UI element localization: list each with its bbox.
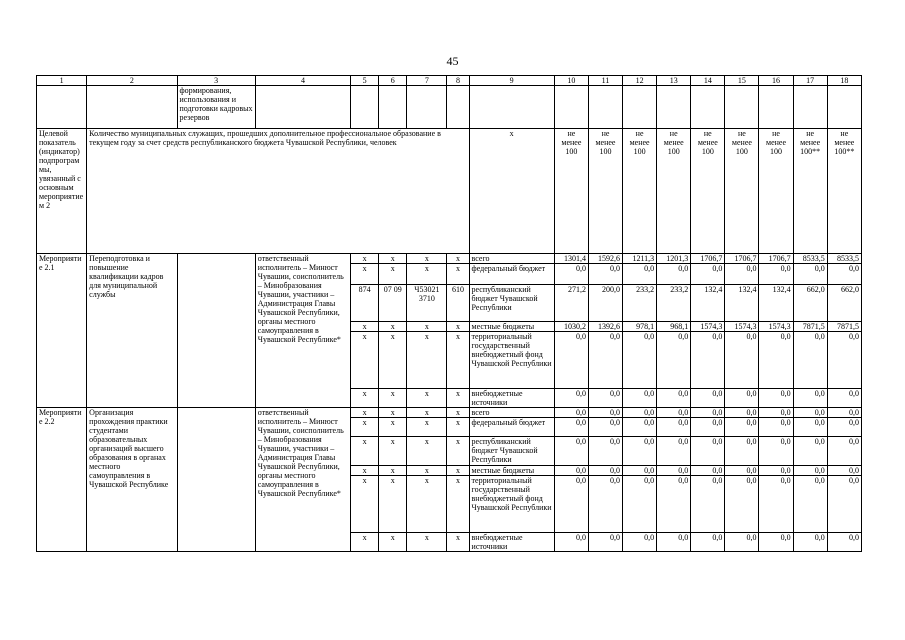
measure-2-2-amount-col-12: 0,0: [623, 533, 657, 552]
measure-2-2-budget-code-c6: x: [379, 476, 407, 533]
measure-2-2-budget-code-c8: x: [447, 418, 469, 437]
measure-2-2-amount-col-12: 0,0: [623, 466, 657, 476]
measure-2-2-amount-col-15: 0,0: [725, 408, 759, 418]
header-col-5: 5: [351, 76, 379, 86]
page-number: 45: [446, 54, 459, 68]
measure-2-2-funding-source: местные бюджеты: [469, 466, 554, 476]
measure-2-1-amount-col-12: 233,2: [623, 285, 657, 322]
measure-2-2-amount-col-11: 0,0: [588, 408, 622, 418]
measure-2-1-label: Мероприятие 2.1: [37, 254, 87, 408]
measure-2-1-budget-code-c5: 874: [351, 285, 379, 322]
measure-2-2-budget-code-c8: x: [447, 466, 469, 476]
measure-2-1-amount-col-12: 0,0: [623, 264, 657, 285]
measure-2-1-amount-col-11: 0,0: [588, 389, 622, 408]
measure-2-2-amount-col-10: 0,0: [554, 466, 588, 476]
target-value-15: не менее 100: [725, 129, 759, 254]
measure-2-2-budget-code-c7: x: [407, 476, 447, 533]
measure-2-1-amount-col-15: 0,0: [725, 389, 759, 408]
measure-2-1-amount-col-13: 233,2: [657, 285, 691, 322]
measure-2-2-budget-code-c6: x: [379, 466, 407, 476]
measure-2-2-amount-col-17: 0,0: [793, 476, 827, 533]
measure-2-2-amount-col-16: 0,0: [759, 533, 793, 552]
measure-2-1-amount-col-14: 0,0: [691, 332, 725, 389]
measure-2-2-amount-col-11: 0,0: [588, 476, 622, 533]
measure-2-2-budget-code-c8: x: [447, 408, 469, 418]
measure-2-1-budget-code-c8: x: [447, 332, 469, 389]
measure-2-2-amount-col-12: 0,0: [623, 476, 657, 533]
measure-2-2-amount-col-18: 0,0: [827, 476, 861, 533]
target-value-14: не менее 100: [691, 129, 725, 254]
measure-2-2-row: [37, 408, 862, 418]
measure-2-1-executors: ответственный исполнитель – Минюст Чувашии, соисполнитель – Минобразования Чувашии, участники – Администрация Главы Чувашской Республики, органы местного самоуправления в Чувашской Республике*: [255, 254, 350, 408]
measure-2-1-amount-col-16: 1574,3: [759, 322, 793, 332]
measure-2-2-budget-code-c6: x: [379, 533, 407, 552]
measure-2-2-amount-col-18: 0,0: [827, 466, 861, 476]
measure-2-1-amount-col-13: 968,1: [657, 322, 691, 332]
measure-2-1-amount-col-11: 1392,6: [588, 322, 622, 332]
measure-2-1-amount-col-13: 0,0: [657, 389, 691, 408]
header-col-3: 3: [177, 76, 255, 86]
measure-2-2-amount-col-14: 0,0: [691, 533, 725, 552]
header-col-16: 16: [759, 76, 793, 86]
measure-2-1-budget-code-c5: x: [351, 322, 379, 332]
measure-2-2-amount-col-16: 0,0: [759, 408, 793, 418]
measure-2-2-amount-col-10: 0,0: [554, 476, 588, 533]
measure-2-2-amount-col-13: 0,0: [657, 418, 691, 437]
measure-2-1-amount-col-14: 132,4: [691, 285, 725, 322]
target-value-13: не менее 100: [657, 129, 691, 254]
measure-2-1-amount-col-17: 0,0: [793, 389, 827, 408]
measure-2-2-budget-code-c8: x: [447, 476, 469, 533]
measure-2-1-amount-col-17: 662,0: [793, 285, 827, 322]
measure-2-2-amount-col-15: 0,0: [725, 418, 759, 437]
measure-2-1-amount-col-10: 1030,2: [554, 322, 588, 332]
measure-2-1-amount-col-10: 1301,4: [554, 254, 588, 264]
measure-2-1-budget-code-c6: 07 09: [379, 285, 407, 322]
measure-2-1-budget-code-c5: x: [351, 264, 379, 285]
measure-2-2-amount-col-14: 0,0: [691, 466, 725, 476]
measure-2-1-amount-col-17: 7871,5: [793, 322, 827, 332]
measure-2-1-amount-col-16: 0,0: [759, 264, 793, 285]
measure-2-1-amount-col-11: 0,0: [588, 264, 622, 285]
measure-2-2-budget-code-c7: x: [407, 437, 447, 466]
measure-2-2-description: Организация прохождения практики студентами образовательных организаций высшего образования в органах местного самоуправления в Чувашской Республике: [87, 408, 177, 552]
measure-2-2-amount-col-14: 0,0: [691, 476, 725, 533]
target-indicator-row: [37, 129, 862, 254]
header-col-2: 2: [87, 76, 177, 86]
measure-2-2-amount-col-18: 0,0: [827, 418, 861, 437]
measure-2-1-budget-code-c8: x: [447, 389, 469, 408]
target-value-17: не менее 100**: [793, 129, 827, 254]
measure-2-1-amount-col-14: 0,0: [691, 389, 725, 408]
header-col-9: 9: [469, 76, 554, 86]
header-col-8: 8: [447, 76, 469, 86]
measure-2-2-amount-col-13: 0,0: [657, 437, 691, 466]
measure-2-2-amount-col-15: 0,0: [725, 466, 759, 476]
program-table: [36, 75, 862, 552]
measure-2-2-budget-code-c6: x: [379, 408, 407, 418]
measure-2-1-amount-col-18: 8533,5: [827, 254, 861, 264]
measure-2-1-amount-col-11: 1592,6: [588, 254, 622, 264]
measure-2-1-budget-code-c8: x: [447, 254, 469, 264]
measure-2-1-amount-col-14: 0,0: [691, 264, 725, 285]
measure-2-1-amount-col-18: 0,0: [827, 389, 861, 408]
measure-2-2-amount-col-10: 0,0: [554, 408, 588, 418]
measure-2-1-budget-code-c7: x: [407, 389, 447, 408]
measure-2-2-amount-col-18: 0,0: [827, 408, 861, 418]
measure-2-1-amount-col-12: 1211,3: [623, 254, 657, 264]
measure-2-1-funding-source: местные бюджеты: [469, 322, 554, 332]
measure-2-1-amount-col-16: 0,0: [759, 332, 793, 389]
measure-2-1-amount-col-16: 132,4: [759, 285, 793, 322]
measure-2-2-budget-code-c5: x: [351, 533, 379, 552]
measure-2-2-amount-col-18: 0,0: [827, 533, 861, 552]
measure-2-2-amount-col-14: 0,0: [691, 408, 725, 418]
measure-2-2-amount-col-16: 0,0: [759, 418, 793, 437]
measure-2-2-funding-source: федеральный бюджет: [469, 418, 554, 437]
measure-2-1-budget-code-c7: x: [407, 254, 447, 264]
header-col-15: 15: [725, 76, 759, 86]
measure-2-2-amount-col-15: 0,0: [725, 533, 759, 552]
header-col-11: 11: [588, 76, 622, 86]
measure-2-1-amount-col-15: 1706,7: [725, 254, 759, 264]
header-col-10: 10: [554, 76, 588, 86]
measure-2-1-budget-code-c6: x: [379, 332, 407, 389]
measure-2-1-amount-col-15: 0,0: [725, 264, 759, 285]
measure-2-2-funding-source: всего: [469, 408, 554, 418]
measure-2-1-budget-code-c7: Ч53021 3710: [407, 285, 447, 322]
measure-2-2-amount-col-12: 0,0: [623, 408, 657, 418]
measure-2-2-budget-code-c6: x: [379, 418, 407, 437]
measure-2-1-funding-source: федеральный бюджет: [469, 264, 554, 285]
measure-2-1-amount-col-12: 0,0: [623, 389, 657, 408]
measure-2-2-budget-code-c6: x: [379, 437, 407, 466]
measure-2-2-amount-col-13: 0,0: [657, 466, 691, 476]
measure-2-1-budget-code-c7: x: [407, 322, 447, 332]
measure-2-2-label: Мероприятие 2.2: [37, 408, 87, 552]
measure-2-2-funding-source: территориальный государственный внебюджетный фонд Чувашской Республики: [469, 476, 554, 533]
measure-2-2-budget-code-c8: x: [447, 533, 469, 552]
measure-2-1-amount-col-14: 1706,7: [691, 254, 725, 264]
continuation-row: [37, 86, 862, 129]
measure-2-1-budget-code-c6: x: [379, 389, 407, 408]
target-value-18: не менее 100**: [827, 129, 861, 254]
measure-2-1-amount-col-16: 0,0: [759, 389, 793, 408]
measure-2-2-amount-col-16: 0,0: [759, 437, 793, 466]
measure-2-1-description: Переподготовка и повышение квалификации кадров для муниципальной службы: [87, 254, 177, 408]
measure-2-1-budget-code-c5: x: [351, 332, 379, 389]
target-value-11: не менее 100: [588, 129, 622, 254]
measure-2-1-amount-col-10: 271,2: [554, 285, 588, 322]
measure-2-2-budget-code-c5: x: [351, 466, 379, 476]
header-col-18: 18: [827, 76, 861, 86]
measure-2-2-amount-col-17: 0,0: [793, 408, 827, 418]
measure-2-1-budget-code-c5: x: [351, 254, 379, 264]
measure-2-1-amount-col-18: 0,0: [827, 332, 861, 389]
measure-2-2-amount-col-16: 0,0: [759, 466, 793, 476]
measure-2-1-amount-col-13: 0,0: [657, 332, 691, 389]
header-row: [37, 76, 862, 86]
measure-2-2-amount-col-12: 0,0: [623, 418, 657, 437]
header-col-1: 1: [37, 76, 87, 86]
measure-2-2-amount-col-17: 0,0: [793, 533, 827, 552]
measure-2-1-funding-source: республиканский бюджет Чувашской Республики: [469, 285, 554, 322]
measure-2-2-amount-col-13: 0,0: [657, 476, 691, 533]
measure-2-1-budget-code-c7: x: [407, 264, 447, 285]
measure-2-2-funding-source: внебюджетные источники: [469, 533, 554, 552]
measure-2-1-budget-code-c8: 610: [447, 285, 469, 322]
header-col-14: 14: [691, 76, 725, 86]
measure-2-1-amount-col-17: 8533,5: [793, 254, 827, 264]
measure-2-1-amount-col-18: 662,0: [827, 285, 861, 322]
measure-2-2-budget-code-c7: x: [407, 533, 447, 552]
measure-2-2-amount-col-17: 0,0: [793, 418, 827, 437]
measure-2-2-amount-col-18: 0,0: [827, 437, 861, 466]
measure-2-2-amount-col-11: 0,0: [588, 437, 622, 466]
target-description: Количество муниципальных служащих, прошедших дополнительное профессиональное образование в текущем году за счет средств республиканского бюджета Чувашской Республики, человек: [87, 129, 469, 254]
header-col-7: 7: [407, 76, 447, 86]
measure-2-1-budget-code-c8: x: [447, 264, 469, 285]
target-value-12: не менее 100: [623, 129, 657, 254]
measure-2-1-amount-col-15: 132,4: [725, 285, 759, 322]
col3-continuation: формирования, использования и подготовки кадровых резервов: [177, 86, 255, 129]
measure-2-1-row: [37, 254, 862, 264]
measure-2-2-amount-col-15: 0,0: [725, 437, 759, 466]
measure-2-2-amount-col-10: 0,0: [554, 533, 588, 552]
measure-2-2-budget-code-c7: x: [407, 408, 447, 418]
measure-2-1-amount-col-18: 0,0: [827, 264, 861, 285]
measure-2-1-budget-code-c6: x: [379, 264, 407, 285]
measure-2-1-amount-col-10: 0,0: [554, 264, 588, 285]
measure-2-1-funding-source: внебюджетные источники: [469, 389, 554, 408]
measure-2-2-amount-col-10: 0,0: [554, 437, 588, 466]
measure-2-2-amount-col-17: 0,0: [793, 466, 827, 476]
target-value-10: не менее 100: [554, 129, 588, 254]
measure-2-1-amount-col-12: 0,0: [623, 332, 657, 389]
measure-2-1-amount-col-10: 0,0: [554, 389, 588, 408]
measure-2-1-col3-empty: [177, 254, 255, 408]
measure-2-1-budget-code-c7: x: [407, 332, 447, 389]
measure-2-1-amount-col-17: 0,0: [793, 332, 827, 389]
measure-2-2-amount-col-12: 0,0: [623, 437, 657, 466]
measure-2-2-budget-code-c7: x: [407, 418, 447, 437]
measure-2-2-amount-col-11: 0,0: [588, 466, 622, 476]
measure-2-1-amount-col-15: 1574,3: [725, 322, 759, 332]
measure-2-2-amount-col-10: 0,0: [554, 418, 588, 437]
target-value-16: не менее 100: [759, 129, 793, 254]
measure-2-2-amount-col-14: 0,0: [691, 418, 725, 437]
header-col-4: 4: [255, 76, 350, 86]
measure-2-1-budget-code-c8: x: [447, 322, 469, 332]
measure-2-2-amount-col-11: 0,0: [588, 533, 622, 552]
measure-2-2-funding-source: республиканский бюджет Чувашской Республики: [469, 437, 554, 466]
measure-2-1-budget-code-c6: x: [379, 254, 407, 264]
header-col-6: 6: [379, 76, 407, 86]
measure-2-2-budget-code-c7: x: [407, 466, 447, 476]
measure-2-2-amount-col-11: 0,0: [588, 418, 622, 437]
header-col-13: 13: [657, 76, 691, 86]
measure-2-1-amount-col-11: 0,0: [588, 332, 622, 389]
header-col-12: 12: [623, 76, 657, 86]
measure-2-1-amount-col-18: 7871,5: [827, 322, 861, 332]
measure-2-1-funding-source: территориальный государственный внебюджетный фонд Чувашской Республики: [469, 332, 554, 389]
measure-2-2-amount-col-14: 0,0: [691, 437, 725, 466]
target-label: Целевой показатель (индикатор) подпрограммы, увязанный с основным мероприятием 2: [37, 129, 87, 254]
measure-2-2-amount-col-13: 0,0: [657, 408, 691, 418]
measure-2-2-amount-col-17: 0,0: [793, 437, 827, 466]
target-col9: x: [469, 129, 554, 254]
measure-2-1-budget-code-c6: x: [379, 322, 407, 332]
measure-2-1-amount-col-17: 0,0: [793, 264, 827, 285]
measure-2-1-amount-col-13: 0,0: [657, 264, 691, 285]
measure-2-1-amount-col-15: 0,0: [725, 332, 759, 389]
measure-2-2-executors: ответственный исполнитель – Минюст Чувашии, соисполнитель – Минобразования Чувашии, участники – Администрация Главы Чувашской Республики, органы местного самоуправления в Чувашской Республике*: [255, 408, 350, 552]
measure-2-2-amount-col-13: 0,0: [657, 533, 691, 552]
measure-2-2-budget-code-c5: x: [351, 476, 379, 533]
measure-2-1-amount-col-16: 1706,7: [759, 254, 793, 264]
measure-2-2-budget-code-c5: x: [351, 418, 379, 437]
measure-2-1-funding-source: всего: [469, 254, 554, 264]
measure-2-2-col3-empty: [177, 408, 255, 552]
measure-2-2-amount-col-15: 0,0: [725, 476, 759, 533]
measure-2-1-amount-col-10: 0,0: [554, 332, 588, 389]
measure-2-1-amount-col-11: 200,0: [588, 285, 622, 322]
measure-2-1-amount-col-12: 978,1: [623, 322, 657, 332]
measure-2-1-amount-col-13: 1201,3: [657, 254, 691, 264]
header-col-17: 17: [793, 76, 827, 86]
measure-2-2-amount-col-16: 0,0: [759, 476, 793, 533]
measure-2-2-budget-code-c8: x: [447, 437, 469, 466]
measure-2-1-amount-col-14: 1574,3: [691, 322, 725, 332]
measure-2-1-budget-code-c5: x: [351, 389, 379, 408]
measure-2-2-budget-code-c5: x: [351, 408, 379, 418]
measure-2-2-budget-code-c5: x: [351, 437, 379, 466]
